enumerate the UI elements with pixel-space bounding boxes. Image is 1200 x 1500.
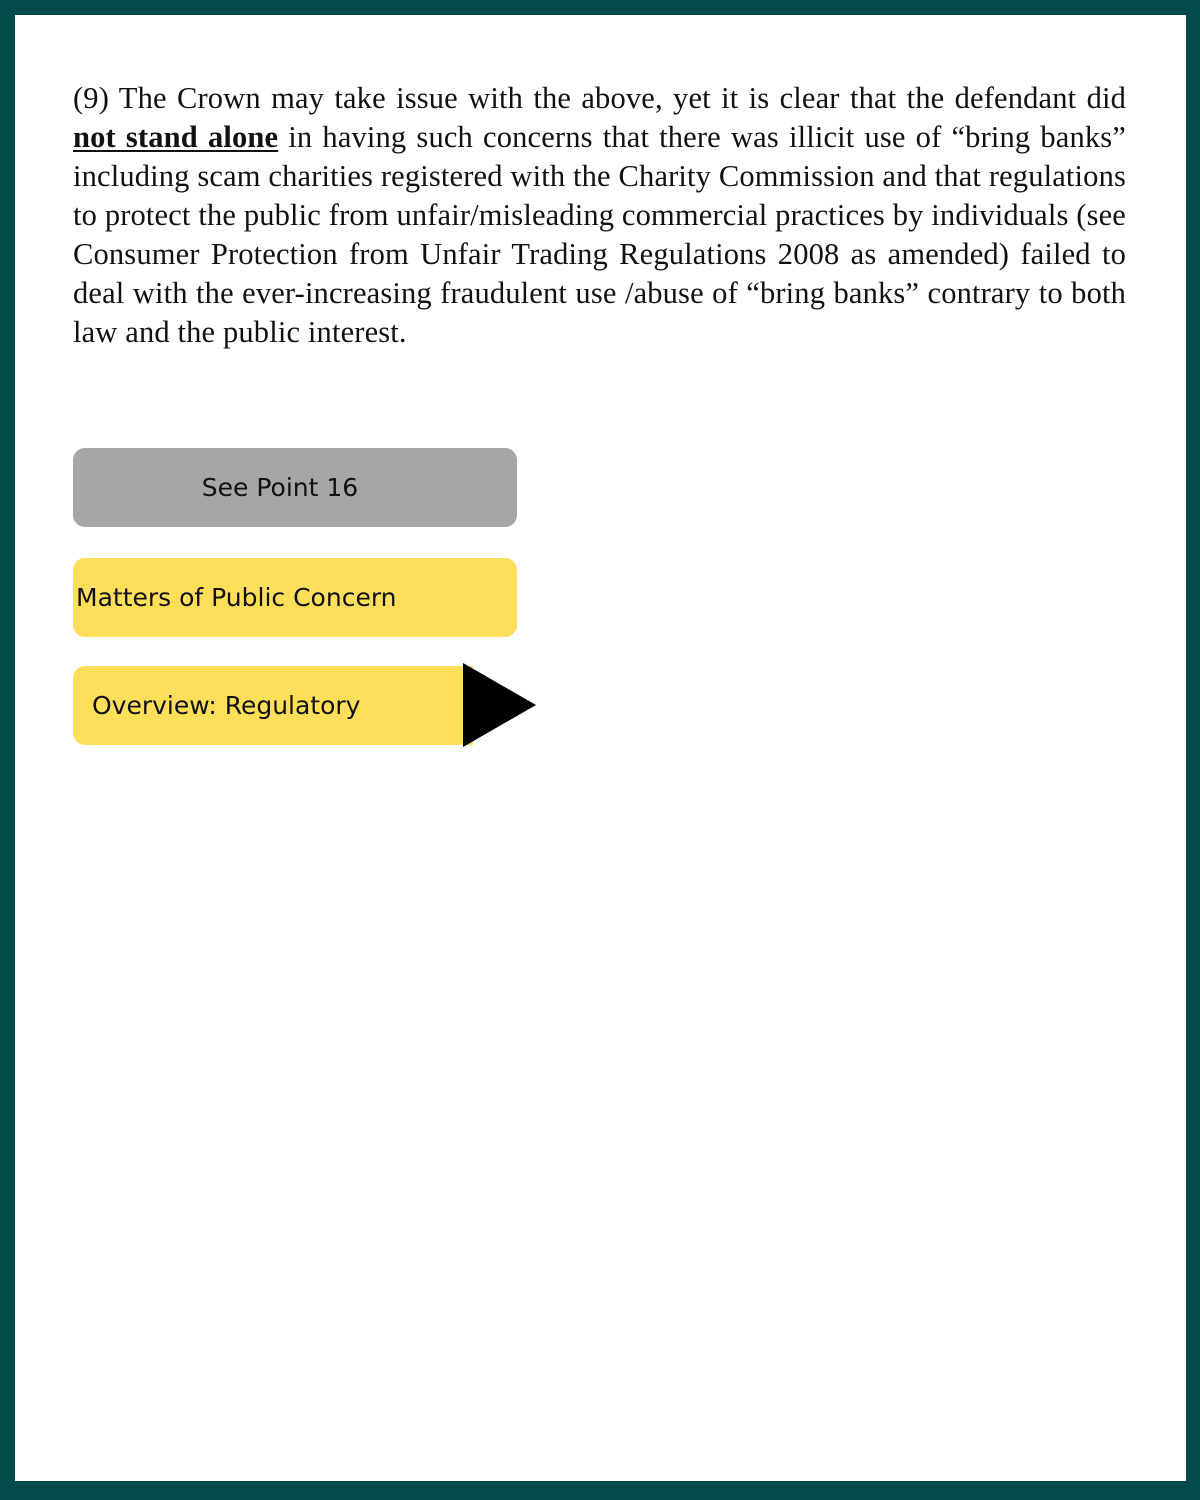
matters-of-public-concern-label: Matters of Public Concern [76,583,397,612]
document-page [15,15,1186,1481]
see-point-16-button[interactable] [73,448,517,527]
see-point-16-label: See Point 16 [201,473,359,502]
body-paragraph [73,79,1126,352]
overview-regulatory-button[interactable] [73,666,473,745]
paragraph-text-end: in having such concerns that there was illicit use of “bring banks” including scam charities registered with the Charity Commission and that regulations to protect the public from unfair/misleading commercial practices by individuals (see Consumer Protection from Unfair Trading Regulations 2008 as amended) failed to deal with the ever-increasing fraudulent use /abuse of “bring banks” contrary to both law and the public interest. [73,120,1126,349]
play-arrow-icon[interactable] [463,663,536,747]
emphasized-phrase: not stand alone [73,120,279,154]
overview-regulatory-label: Overview: Regulatory [92,691,361,720]
paragraph-text-start: (9) The Crown may take issue with the above, yet it is clear that the defendant did [73,81,1126,115]
matters-of-public-concern-button[interactable] [73,558,517,637]
